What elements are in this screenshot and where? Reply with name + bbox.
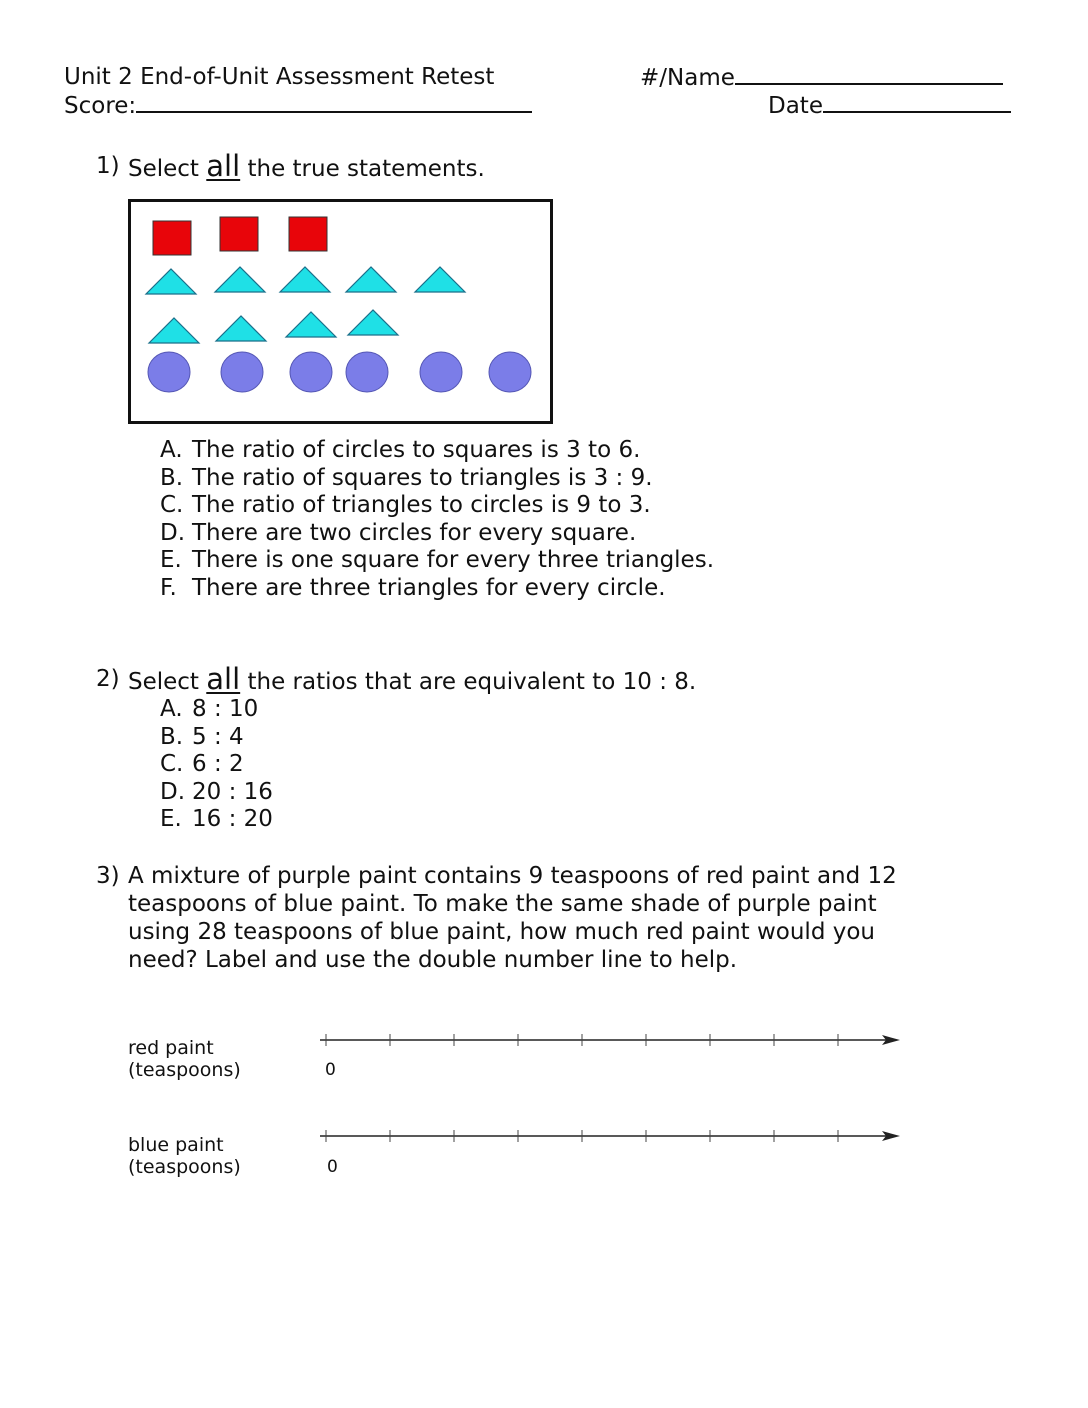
question-2 (96, 661, 996, 695)
square-shape (153, 221, 191, 255)
prompt-suffix: the ratios that are equivalent to 10 : 8. (247, 669, 697, 695)
triangle-shape (348, 310, 398, 335)
triangle-shape (415, 267, 465, 292)
circle-shape (148, 352, 190, 392)
question-number: 2) (96, 666, 120, 692)
prompt-emphasis: all (206, 662, 241, 696)
prompt-prefix: Select (128, 156, 199, 182)
question-number: 1) (96, 153, 120, 179)
option-f[interactable]: F. There are three triangles for every circle. (160, 574, 666, 601)
triangle-shape (280, 267, 330, 292)
option-d[interactable]: D. 20 : 16 (160, 778, 273, 805)
prompt-line: need? Label and use the double number line to help. (128, 947, 738, 973)
option-c[interactable]: C. The ratio of triangles to circles is 9 to 3. (160, 492, 651, 518)
blue-paint-number-line (320, 1130, 900, 1142)
circle-shape (290, 352, 332, 392)
circle-shape (221, 352, 263, 392)
option-c[interactable]: C. 6 : 2 (160, 751, 244, 777)
option-e[interactable]: E. There is one square for every three triangles. (160, 547, 715, 573)
question-prompt (128, 149, 485, 183)
red-paint-label: red paint (teaspoons) (128, 1037, 241, 1081)
shapes-svg (131, 202, 550, 421)
prompt-emphasis: all (206, 149, 241, 183)
triangle-shape (216, 316, 266, 341)
blue-paint-label: blue paint (teaspoons) (128, 1134, 241, 1178)
option-a[interactable]: A. The ratio of circles to squares is 3 to 6. (160, 437, 641, 463)
prompt-line: A mixture of purple paint contains 9 teaspoons of red paint and 12 (128, 863, 897, 889)
circle-shape (420, 352, 462, 392)
square-shape (289, 217, 327, 251)
question-2-options (160, 696, 273, 834)
name-blank (735, 63, 1003, 85)
score-label: Score: (64, 93, 137, 119)
date-field[interactable] (768, 91, 1011, 120)
question-prompt (128, 862, 897, 974)
triangle-shape (146, 269, 196, 294)
question-1 (96, 148, 996, 182)
score-blank (136, 91, 532, 113)
triangle-shape (149, 318, 199, 343)
name-label: #/Name (640, 65, 735, 91)
option-b[interactable]: B. 5 : 4 (160, 723, 244, 750)
date-label: Date (768, 93, 823, 119)
blue-paint-zero: 0 (327, 1157, 338, 1177)
double-number-line (310, 1020, 930, 1180)
prompt-prefix: Select (128, 669, 199, 695)
option-a[interactable]: A. 8 : 10 (160, 696, 259, 722)
triangle-shape (346, 267, 396, 292)
prompt-line: teaspoons of blue paint. To make the same shade of purple paint (128, 891, 877, 917)
question-1-options (160, 437, 714, 602)
question-number: 3) (96, 863, 120, 889)
date-blank (823, 91, 1011, 113)
name-field[interactable] (640, 63, 1003, 92)
red-paint-zero: 0 (325, 1060, 336, 1080)
prompt-suffix: the true statements. (247, 156, 485, 182)
triangle-shape (215, 267, 265, 292)
shapes-figure (128, 199, 553, 424)
prompt-line: using 28 teaspoons of blue paint, how much red paint would you (128, 919, 875, 945)
square-shape (220, 217, 258, 251)
score-field[interactable] (64, 91, 532, 120)
option-d[interactable]: D. There are two circles for every square. (160, 519, 637, 546)
circle-shape (489, 352, 531, 392)
assessment-title: Unit 2 End-of-Unit Assessment Retest (64, 64, 495, 90)
option-b[interactable]: B. The ratio of squares to triangles is 3 : 9. (160, 464, 653, 491)
triangle-shape (286, 312, 336, 337)
option-e[interactable]: E. 16 : 20 (160, 806, 273, 832)
circle-shape (346, 352, 388, 392)
red-paint-number-line (320, 1034, 900, 1046)
question-prompt (128, 662, 697, 696)
